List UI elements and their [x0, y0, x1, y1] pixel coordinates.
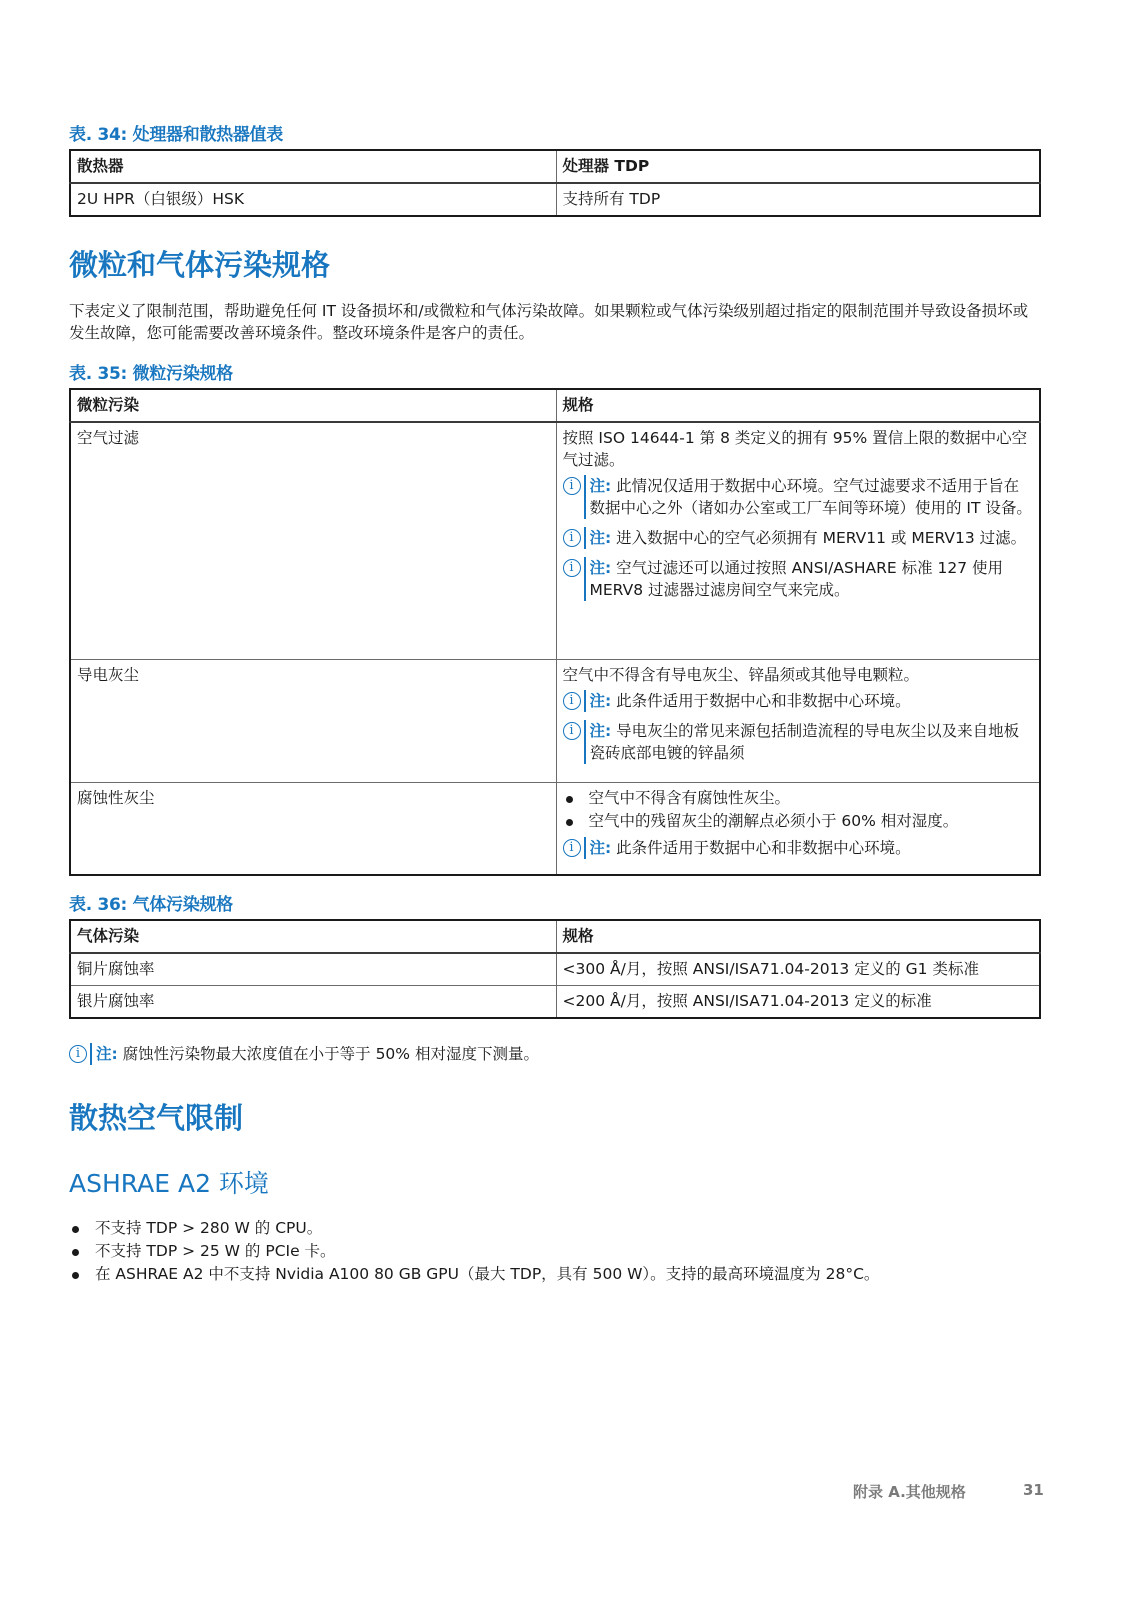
page-footer [853, 1481, 1044, 1502]
info-icon: i [563, 559, 581, 577]
table-row [70, 782, 1040, 875]
bullet-list [563, 787, 1034, 833]
table-35-caption: 表. 35: 微粒污染规格 [69, 364, 233, 384]
note-body [584, 837, 911, 859]
table-cell: 支持所有 TDP [556, 183, 1040, 216]
table-row [70, 953, 1040, 986]
table-header-row [70, 920, 1040, 953]
table-cell: 空气过滤 [70, 422, 556, 659]
table-cell [556, 782, 1040, 875]
info-icon: i [69, 1045, 87, 1063]
table-cell: 铜片腐蚀率 [70, 953, 556, 986]
section-title-thermal: 散热空气限制 [69, 1101, 244, 1135]
info-icon: i [563, 839, 581, 857]
note-text: 此条件适用于数据中心和非数据中心环境。 [616, 838, 911, 857]
note-label: 注: [589, 559, 612, 577]
note [563, 475, 1034, 519]
table-header-cell: 散热器 [70, 150, 556, 183]
note-label: 注: [589, 691, 612, 710]
note-text: 进入数据中心的空气必须拥有 MERV11 或 MERV13 过滤。 [616, 529, 1027, 547]
info-icon: i [563, 692, 581, 710]
table-cell: <200 Å/月，按照 ANSI/ISA71.04-2013 定义的标准 [556, 986, 1040, 1019]
table-row [70, 422, 1040, 659]
bullet-item: 空气中的残留灰尘的潮解点必须小于 60% 相对湿度。 [563, 810, 1034, 833]
table-header-cell: 规格 [556, 389, 1040, 422]
note-text: 腐蚀性污染物最大浓度值在小于等于 50% 相对湿度下测量。 [122, 1045, 539, 1063]
note-body [584, 527, 1027, 549]
table-35 [69, 388, 1041, 876]
spec-text: 按照 ISO 14644-1 第 8 类定义的拥有 95% 置信上限的数据中心空气过滤。 [562, 429, 1028, 469]
bullet-item: 在 ASHRAE A2 中不支持 Nvidia A100 80 GB GPU（最大 TDP，具有 500 W）。支持的最高环境温度为 28°C。 [69, 1263, 1041, 1286]
table-34-caption: 表. 34: 处理器和散热器值表 [69, 125, 283, 145]
note-label: 注: [589, 721, 612, 740]
table-row [70, 183, 1040, 216]
note-body [584, 475, 1034, 519]
note-label: 注: [589, 838, 612, 857]
table-cell: <300 Å/月，按照 ANSI/ISA71.04-2013 定义的 G1 类标准 [556, 953, 1040, 986]
footer-section-label: 附录 A.其他规格 [853, 1483, 966, 1501]
info-icon: i [563, 529, 581, 547]
table-cell: 2U HPR（白银级）HSK [70, 183, 556, 216]
table-row [70, 659, 1040, 782]
info-icon: i [563, 722, 581, 740]
note-body [584, 720, 1034, 764]
table-36-caption: 表. 36: 气体污染规格 [69, 895, 233, 915]
spec-text: 空气中不得含有导电灰尘、锌晶须或其他导电颗粒。 [562, 665, 920, 684]
note-text: 此情况仅适用于数据中心环境。空气过滤要求不适用于旨在数据中心之外（诸如办公室或工厂车间等环境）使用的 IT 设备。 [589, 477, 1032, 517]
note [563, 527, 1034, 549]
table-header-cell: 微粒污染 [70, 389, 556, 422]
table-row [70, 986, 1040, 1019]
table-header-cell: 规格 [556, 920, 1040, 953]
page-number: 31 [1023, 1481, 1044, 1499]
info-icon: i [563, 477, 581, 495]
table-cell [556, 422, 1040, 659]
note-label: 注: [589, 529, 612, 547]
table-header-cell: 处理器 TDP [556, 150, 1040, 183]
note [563, 837, 1034, 859]
table-36 [69, 919, 1041, 1019]
table-cell: 腐蚀性灰尘 [70, 782, 556, 875]
table-header-cell: 气体污染 [70, 920, 556, 953]
note [563, 557, 1034, 601]
bullet-item: 不支持 TDP > 25 W 的 PCIe 卡。 [69, 1240, 1041, 1263]
section-title-contamination: 微粒和气体污染规格 [69, 248, 331, 282]
note-label: 注: [96, 1045, 118, 1063]
table-cell: 银片腐蚀率 [70, 986, 556, 1019]
gas-note [69, 1043, 539, 1065]
note-body [584, 557, 1034, 601]
table-header-row [70, 389, 1040, 422]
note-text: 空气过滤还可以通过按照 ANSI/ASHARE 标准 127 使用 MERV8 过滤器过滤房间空气来完成。 [589, 559, 1004, 599]
table-header-row [70, 150, 1040, 183]
table-cell [556, 659, 1040, 782]
section-intro: 下表定义了限制范围，帮助避免任何 IT 设备损坏和/或微粒和气体污染故障。如果颗粒或气体污染级别超过指定的限制范围并导致设备损坏或发生故障，您可能需要改善环境条件。整改环境条件是客户的责任。 [69, 302, 1029, 342]
bullet-item: 空气中不得含有腐蚀性灰尘。 [563, 787, 1034, 810]
note-text: 导电灰尘的常见来源包括制造流程的导电灰尘以及来自地板瓷砖底部电镀的锌晶须 [589, 721, 1020, 762]
note-body [584, 690, 911, 712]
bullet-item: 不支持 TDP > 280 W 的 CPU。 [69, 1217, 1041, 1240]
note [563, 690, 1034, 712]
section-subtitle-ashrae: ASHRAE A2 环境 [69, 1169, 269, 1198]
note-text: 此条件适用于数据中心和非数据中心环境。 [616, 691, 911, 710]
note-label: 注: [589, 477, 612, 495]
thermal-bullet-list [69, 1217, 1041, 1286]
note [563, 720, 1034, 764]
note-body [90, 1043, 539, 1065]
table-34 [69, 149, 1041, 217]
table-cell: 导电灰尘 [70, 659, 556, 782]
